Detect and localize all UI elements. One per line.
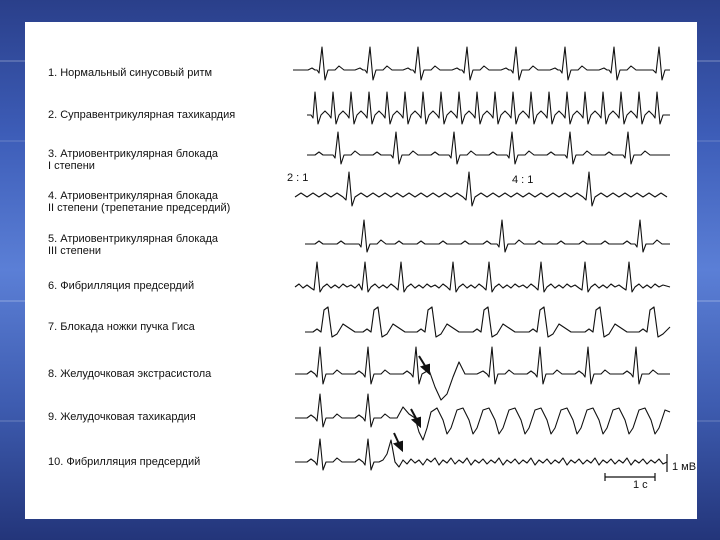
label-4: 4. Атриовентрикулярная блокада II степени (трепетание предсердий) (48, 190, 231, 214)
trace-5 (305, 220, 670, 252)
trace-9 (295, 394, 670, 440)
label-10: 10. Фибрилляция предсердий (48, 456, 201, 468)
trace-10 (295, 439, 667, 470)
arrow-markers (394, 356, 429, 450)
ratio-2-1-label: 2 : 1 (287, 172, 309, 184)
trace-1 (293, 47, 670, 80)
trace-4 (295, 172, 667, 206)
label-2: 2. Суправентрикулярная тахикардия (48, 109, 236, 121)
ecg-traces (25, 22, 697, 519)
trace-7 (305, 307, 670, 337)
scale-mv-label: 1 мВ (672, 461, 697, 473)
arrowhead-10 (395, 442, 402, 450)
ecg-figure (25, 22, 697, 519)
label-3: 3. Атриовентрикулярная блокада I степени (48, 148, 219, 172)
trace-2 (307, 92, 670, 124)
trace-8 (295, 347, 670, 400)
trace-6 (295, 262, 670, 292)
label-8: 8. Желудочковая экстрасистола (48, 368, 212, 380)
label-5: 5. Атриовентрикулярная блокада III степени (48, 233, 219, 257)
label-1: 1. Нормальный синусовый ритм (48, 67, 213, 79)
label-6: 6. Фибрилляция предсердий (48, 280, 195, 292)
label-7: 7. Блокада ножки пучка Гиса (48, 321, 195, 333)
scale-bars (605, 454, 667, 481)
scale-s-label: 1 с (633, 479, 648, 491)
ratio-4-1-label: 4 : 1 (512, 174, 534, 186)
trace-3 (307, 132, 670, 164)
label-9: 9. Желудочковая тахикардия (48, 411, 196, 423)
